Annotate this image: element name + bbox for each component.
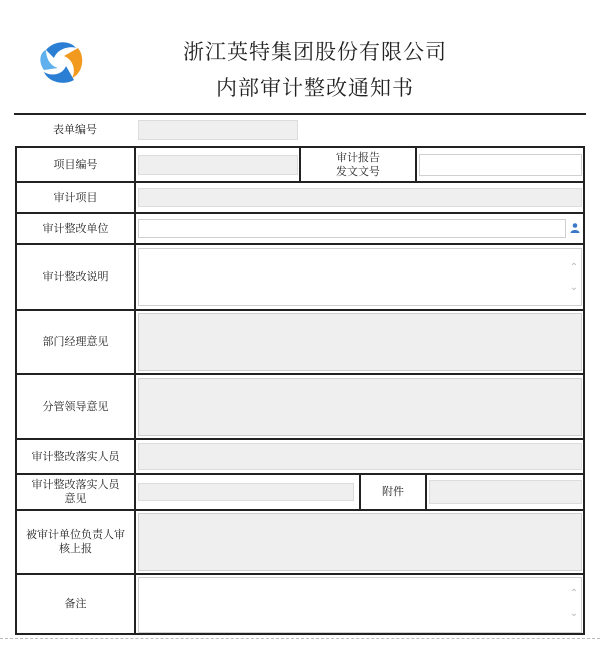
unit-head-review-field[interactable] xyxy=(138,513,582,571)
rectify-unit-label: 审计整改单位 xyxy=(42,221,109,235)
company-logo xyxy=(36,36,88,88)
remarks-textarea[interactable] xyxy=(138,577,582,633)
rectify-description-textarea[interactable] xyxy=(138,248,582,306)
chevron-up-icon[interactable]: ⌃ xyxy=(569,262,579,273)
company-title: 浙江英特集团股份有限公司 xyxy=(183,40,447,64)
attachment-label: 附件 xyxy=(382,485,404,498)
project-number-label: 项目编号 xyxy=(53,157,98,171)
rectify-description-label: 审计整改说明 xyxy=(42,270,109,283)
chevron-up-icon[interactable]: ⌃ xyxy=(569,588,579,599)
cell-divider xyxy=(415,146,417,182)
report-number-field[interactable] xyxy=(419,154,582,176)
chevron-down-icon[interactable]: ⌄ xyxy=(569,608,579,619)
audit-project-field[interactable] xyxy=(138,188,582,207)
implementer-opinion-label xyxy=(17,475,134,509)
audit-project-label: 审计项目 xyxy=(53,190,98,204)
chevron-down-icon[interactable]: ⌄ xyxy=(569,282,579,293)
rectify-unit-field[interactable] xyxy=(138,219,566,238)
project-number-field[interactable] xyxy=(138,155,298,175)
header-divider xyxy=(14,113,586,115)
leader-opinion-label: 分管领导意见 xyxy=(42,399,109,413)
label-column-divider xyxy=(134,146,136,635)
page-bottom-divider xyxy=(0,638,600,639)
form-number-field[interactable] xyxy=(138,120,298,140)
attachment-field[interactable] xyxy=(429,480,582,504)
dept-manager-opinion-field[interactable] xyxy=(138,313,582,371)
implementer-opinion-label-line1: 审计整改落实人员 xyxy=(31,478,120,491)
unit-head-review-label xyxy=(17,511,134,573)
leader-opinion-field[interactable] xyxy=(138,378,582,436)
form-number-label: 表单编号 xyxy=(53,123,97,136)
implementer-opinion-label-line2: 意见 xyxy=(64,492,87,505)
report-number-label xyxy=(301,148,415,181)
report-number-label-line1: 审计报告 xyxy=(336,150,380,164)
document-title: 内部审计整改通知书 xyxy=(216,76,414,100)
implementer-opinion-field[interactable] xyxy=(138,483,354,501)
person-picker-icon[interactable] xyxy=(569,222,581,234)
unit-head-review-label-line1: 被审计单位负责人审 xyxy=(26,528,125,541)
remarks-label: 备注 xyxy=(64,597,87,610)
implementer-field[interactable] xyxy=(138,443,582,470)
unit-head-review-label-line2: 核上报 xyxy=(59,542,92,555)
report-number-label-line2: 发文文号 xyxy=(336,164,380,178)
implementer-label: 审计整改落实人员 xyxy=(31,449,120,463)
cell-divider xyxy=(425,473,427,510)
dept-manager-opinion-label: 部门经理意见 xyxy=(42,335,109,348)
